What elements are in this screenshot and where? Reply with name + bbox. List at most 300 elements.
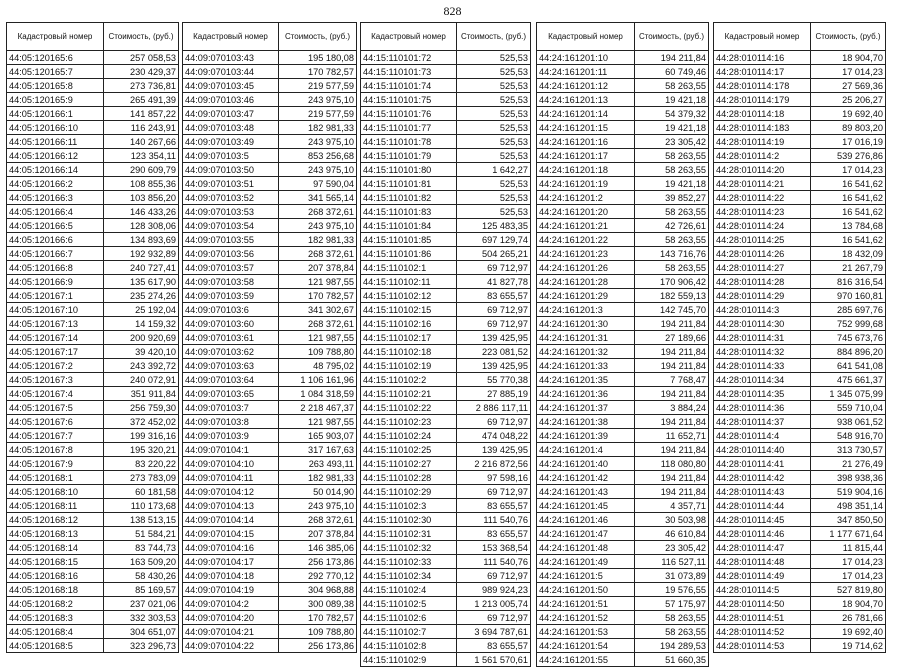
cost-cell: 257 058,53 [104, 51, 179, 65]
cadastral-number-cell: 44:15:110101:81 [361, 177, 457, 191]
table-row [183, 429, 357, 443]
table-row [361, 65, 531, 79]
cadastral-number-cell: 44:24:161201:37 [537, 401, 635, 415]
cadastral-number-cell: 44:05:120167:14 [7, 331, 104, 345]
table-row [714, 429, 886, 443]
cost-cell: 194 211,84 [635, 443, 709, 457]
cadastral-number-cell: 44:09:070103:8 [183, 415, 279, 429]
cadastral-number-cell: 44:05:120168:12 [7, 513, 104, 527]
table-row [183, 93, 357, 107]
cadastral-number-cell: 44:05:120165:8 [7, 79, 104, 93]
cadastral-number-cell: 44:15:110101:86 [361, 247, 457, 261]
cost-cell: 17 016,19 [811, 135, 886, 149]
table-row [714, 79, 886, 93]
table-row [361, 149, 531, 163]
cost-cell: 347 850,50 [811, 513, 886, 527]
table-row [537, 331, 709, 345]
cost-cell: 3 884,24 [635, 401, 709, 415]
cadastral-number-cell: 44:09:070104:15 [183, 527, 279, 541]
cadastral-table-1 [6, 22, 179, 653]
cost-cell: 58 263,55 [635, 611, 709, 625]
cadastral-number-cell: 44:09:070104:11 [183, 471, 279, 485]
table-row [361, 611, 531, 625]
cost-cell: 1 106 161,96 [279, 373, 357, 387]
cost-cell: 140 267,66 [104, 135, 179, 149]
cadastral-number-cell: 44:24:161201:21 [537, 219, 635, 233]
cadastral-number-cell: 44:05:120166:10 [7, 121, 104, 135]
table-row [361, 443, 531, 457]
table-row [537, 289, 709, 303]
table-row [361, 359, 531, 373]
cost-cell: 69 712,97 [457, 485, 531, 499]
cost-cell: 97 598,16 [457, 471, 531, 485]
table-row [537, 457, 709, 471]
table-row [183, 233, 357, 247]
cost-cell: 139 425,95 [457, 359, 531, 373]
cadastral-number-cell: 44:28:010114:42 [714, 471, 811, 485]
cadastral-number-cell: 44:24:161201:42 [537, 471, 635, 485]
table-row [714, 163, 886, 177]
table-row [714, 177, 886, 191]
cost-cell: 83 655,57 [457, 499, 531, 513]
cadastral-number-cell: 44:28:010114:32 [714, 345, 811, 359]
cadastral-number-cell: 44:24:161201:16 [537, 135, 635, 149]
cost-cell: 268 372,61 [279, 317, 357, 331]
cadastral-number-cell: 44:05:120168:11 [7, 499, 104, 513]
table-row [7, 471, 179, 485]
table-row [361, 331, 531, 345]
cost-cell: 200 920,69 [104, 331, 179, 345]
cadastral-number-cell: 44:28:010114:20 [714, 163, 811, 177]
cost-cell: 256 759,30 [104, 401, 179, 415]
cost-cell: 118 080,80 [635, 457, 709, 471]
cadastral-number-cell: 44:05:120167:10 [7, 303, 104, 317]
table-row [714, 569, 886, 583]
table-row [361, 499, 531, 513]
table-row [183, 275, 357, 289]
cadastral-number-cell: 44:28:010114:2 [714, 149, 811, 163]
cost-cell: 1 345 075,99 [811, 387, 886, 401]
table-row [537, 373, 709, 387]
cadastral-number-cell: 44:09:070103:43 [183, 51, 279, 65]
cadastral-number-cell: 44:15:110101:72 [361, 51, 457, 65]
cost-cell: 816 316,54 [811, 275, 886, 289]
cadastral-number-cell: 44:09:070103:57 [183, 261, 279, 275]
cadastral-number-cell: 44:28:010114:26 [714, 247, 811, 261]
table-row [714, 401, 886, 415]
cadastral-number-cell: 44:15:110101:82 [361, 191, 457, 205]
table-row [714, 275, 886, 289]
cost-cell: 16 541,62 [811, 233, 886, 247]
table-row [361, 163, 531, 177]
cost-cell: 194 211,84 [635, 471, 709, 485]
cadastral-number-cell: 44:24:161201:55 [537, 653, 635, 667]
cost-cell: 4 357,71 [635, 499, 709, 513]
cost-cell: 110 173,68 [104, 499, 179, 513]
cadastral-number-cell: 44:28:010114:17 [714, 65, 811, 79]
cost-cell: 474 048,22 [457, 429, 531, 443]
cost-cell: 182 981,33 [279, 121, 357, 135]
cost-cell: 111 540,76 [457, 555, 531, 569]
cadastral-number-cell: 44:24:161201:3 [537, 303, 635, 317]
cost-cell: 2 886 117,11 [457, 401, 531, 415]
cadastral-number-cell: 44:15:110102:21 [361, 387, 457, 401]
table-row [7, 163, 179, 177]
table-row [361, 79, 531, 93]
cost-cell: 41 827,78 [457, 275, 531, 289]
cost-cell: 23 305,42 [635, 541, 709, 555]
table-row [7, 429, 179, 443]
table-row [361, 205, 531, 219]
cost-cell: 194 211,84 [635, 345, 709, 359]
table-row [361, 583, 531, 597]
cost-cell: 170 782,57 [279, 65, 357, 79]
cost-cell: 30 503,98 [635, 513, 709, 527]
cadastral-number-cell: 44:15:110102:11 [361, 275, 457, 289]
header-cost: Стоимость, (руб.) [279, 23, 357, 51]
cadastral-number-cell: 44:09:070103:59 [183, 289, 279, 303]
table-row [714, 261, 886, 275]
cadastral-number-cell: 44:15:110102:25 [361, 443, 457, 457]
cadastral-number-cell: 44:28:010114:45 [714, 513, 811, 527]
table-row [537, 261, 709, 275]
table-row [183, 219, 357, 233]
cadastral-number-cell: 44:15:110102:8 [361, 639, 457, 653]
cadastral-number-cell: 44:28:010114:44 [714, 499, 811, 513]
cost-cell: 285 697,76 [811, 303, 886, 317]
cadastral-number-cell: 44:15:110102:5 [361, 597, 457, 611]
cost-cell: 240 727,41 [104, 261, 179, 275]
cadastral-number-cell: 44:15:110102:32 [361, 541, 457, 555]
cadastral-number-cell: 44:24:161201:29 [537, 289, 635, 303]
table-row [7, 373, 179, 387]
cost-cell: 69 712,97 [457, 303, 531, 317]
table-row [714, 317, 886, 331]
cost-cell: 21 267,79 [811, 261, 886, 275]
cadastral-number-cell: 44:09:070103:50 [183, 163, 279, 177]
cadastral-number-cell: 44:24:161201:13 [537, 93, 635, 107]
cost-cell: 243 975,10 [279, 135, 357, 149]
table-row [7, 65, 179, 79]
table-row [7, 401, 179, 415]
cost-cell: 504 265,21 [457, 247, 531, 261]
cost-cell: 19 692,40 [811, 107, 886, 121]
cadastral-number-cell: 44:28:010114:41 [714, 457, 811, 471]
cadastral-number-cell: 44:15:110101:80 [361, 163, 457, 177]
cost-cell: 268 372,61 [279, 513, 357, 527]
cadastral-number-cell: 44:05:120168:15 [7, 555, 104, 569]
cadastral-number-cell: 44:09:070104:10 [183, 457, 279, 471]
cost-cell: 273 783,09 [104, 471, 179, 485]
table-row [537, 653, 709, 667]
table-row [7, 51, 179, 65]
table-row [183, 261, 357, 275]
cost-cell: 69 712,97 [457, 415, 531, 429]
cost-cell: 194 211,84 [635, 317, 709, 331]
cost-cell: 341 565,14 [279, 191, 357, 205]
cost-cell: 265 491,39 [104, 93, 179, 107]
cost-cell: 372 452,02 [104, 415, 179, 429]
cost-cell: 39 852,27 [635, 191, 709, 205]
table-row [537, 359, 709, 373]
cadastral-number-cell: 44:24:161201:54 [537, 639, 635, 653]
table-row [7, 541, 179, 555]
table-header-row [714, 23, 886, 51]
cost-cell: 58 263,55 [635, 79, 709, 93]
cadastral-table-5 [713, 22, 886, 653]
cost-cell: 292 770,12 [279, 569, 357, 583]
cadastral-number-cell: 44:05:120168:16 [7, 569, 104, 583]
cadastral-number-cell: 44:28:010114:178 [714, 79, 811, 93]
table-row [7, 247, 179, 261]
table-row [361, 345, 531, 359]
cost-cell: 194 211,84 [635, 415, 709, 429]
table-row [714, 247, 886, 261]
cost-cell: 58 430,26 [104, 569, 179, 583]
cadastral-number-cell: 44:28:010114:5 [714, 583, 811, 597]
cadastral-number-cell: 44:09:070104:18 [183, 569, 279, 583]
table-row [7, 513, 179, 527]
cost-cell: 697 129,74 [457, 233, 531, 247]
header-cost: Стоимость, (руб.) [457, 23, 531, 51]
cadastral-number-cell: 44:05:120168:5 [7, 639, 104, 653]
cost-cell: 182 981,33 [279, 471, 357, 485]
cadastral-number-cell: 44:28:010114:183 [714, 121, 811, 135]
cost-cell: 135 617,90 [104, 275, 179, 289]
cost-cell: 14 159,32 [104, 317, 179, 331]
table-row [183, 541, 357, 555]
cadastral-number-cell: 44:28:010114:29 [714, 289, 811, 303]
table-row [7, 611, 179, 625]
table-row [7, 555, 179, 569]
header-cost: Стоимость, (руб.) [635, 23, 709, 51]
cadastral-number-cell: 44:15:110102:1 [361, 261, 457, 275]
cadastral-number-cell: 44:15:110101:75 [361, 93, 457, 107]
cost-cell: 58 263,55 [635, 261, 709, 275]
cost-cell: 69 712,97 [457, 317, 531, 331]
cost-cell: 21 276,49 [811, 457, 886, 471]
cadastral-number-cell: 44:24:161201:33 [537, 359, 635, 373]
cost-cell: 19 576,55 [635, 583, 709, 597]
cadastral-number-cell: 44:15:110102:4 [361, 583, 457, 597]
header-cadastral-number: Кадастровый номер [7, 23, 104, 51]
table-row [537, 485, 709, 499]
table-row [7, 261, 179, 275]
table-row [183, 611, 357, 625]
cost-cell: 26 781,66 [811, 611, 886, 625]
cost-cell: 332 303,53 [104, 611, 179, 625]
table-row [537, 443, 709, 457]
table-row [537, 401, 709, 415]
table-row [537, 79, 709, 93]
table-row [537, 219, 709, 233]
table-row [537, 191, 709, 205]
cost-cell: 51 584,21 [104, 527, 179, 541]
table-row [361, 457, 531, 471]
cadastral-number-cell: 44:09:070104:13 [183, 499, 279, 513]
cost-cell: 2 216 872,56 [457, 457, 531, 471]
table-row [714, 471, 886, 485]
cost-cell: 525,53 [457, 191, 531, 205]
cost-cell: 97 590,04 [279, 177, 357, 191]
cadastral-number-cell: 44:28:010114:52 [714, 625, 811, 639]
table-row [361, 191, 531, 205]
table-row [714, 205, 886, 219]
cadastral-number-cell: 44:05:120165:6 [7, 51, 104, 65]
cost-cell: 1 084 318,59 [279, 387, 357, 401]
cost-cell: 16 541,62 [811, 205, 886, 219]
table-row [537, 625, 709, 639]
cost-cell: 139 425,95 [457, 331, 531, 345]
cadastral-number-cell: 44:24:161201:23 [537, 247, 635, 261]
cadastral-number-cell: 44:24:161201:51 [537, 597, 635, 611]
table-row [714, 457, 886, 471]
table-row [183, 345, 357, 359]
cadastral-number-cell: 44:24:161201:2 [537, 191, 635, 205]
cadastral-number-cell: 44:05:120168:2 [7, 597, 104, 611]
cost-cell: 11 815,44 [811, 541, 886, 555]
table-row [361, 513, 531, 527]
cost-cell: 17 014,23 [811, 555, 886, 569]
cadastral-number-cell: 44:09:070103:53 [183, 205, 279, 219]
cost-cell: 853 256,68 [279, 149, 357, 163]
table-row [714, 191, 886, 205]
cadastral-number-cell: 44:28:010114:40 [714, 443, 811, 457]
cadastral-number-cell: 44:15:110102:28 [361, 471, 457, 485]
cost-cell: 19 421,18 [635, 93, 709, 107]
cost-cell: 194 211,84 [635, 51, 709, 65]
cadastral-number-cell: 44:24:161201:20 [537, 205, 635, 219]
cost-cell: 50 014,90 [279, 485, 357, 499]
table-row [183, 527, 357, 541]
cadastral-number-cell: 44:09:070103:46 [183, 93, 279, 107]
cost-cell: 58 263,55 [635, 149, 709, 163]
table-row [361, 527, 531, 541]
table-row [7, 107, 179, 121]
table-row [537, 541, 709, 555]
table-row [537, 135, 709, 149]
cost-cell: 194 211,84 [635, 387, 709, 401]
table-row [183, 317, 357, 331]
table-row [183, 387, 357, 401]
cost-cell: 83 655,57 [457, 527, 531, 541]
table-row [537, 583, 709, 597]
table-row [7, 93, 179, 107]
cost-cell: 525,53 [457, 149, 531, 163]
cost-cell: 525,53 [457, 93, 531, 107]
table-row [537, 471, 709, 485]
cadastral-number-cell: 44:05:120166:1 [7, 107, 104, 121]
cadastral-number-cell: 44:28:010114:34 [714, 373, 811, 387]
cost-cell: 235 274,26 [104, 289, 179, 303]
cadastral-number-cell: 44:09:070104:20 [183, 611, 279, 625]
table-row [714, 541, 886, 555]
cost-cell: 2 218 467,37 [279, 401, 357, 415]
cadastral-number-cell: 44:24:161201:26 [537, 261, 635, 275]
cost-cell: 85 169,57 [104, 583, 179, 597]
cadastral-number-cell: 44:09:070103:6 [183, 303, 279, 317]
cost-cell: 69 712,97 [457, 611, 531, 625]
table-row [361, 429, 531, 443]
cadastral-number-cell: 44:28:010114:43 [714, 485, 811, 499]
table-row [537, 177, 709, 191]
page-number: 828 [443, 4, 462, 18]
cadastral-number-cell: 44:28:010114:19 [714, 135, 811, 149]
cadastral-tables [6, 22, 898, 665]
table-row [7, 289, 179, 303]
table-row [714, 443, 886, 457]
table-row [361, 233, 531, 247]
cadastral-number-cell: 44:15:110101:73 [361, 65, 457, 79]
cost-cell: 317 167,63 [279, 443, 357, 457]
cadastral-number-cell: 44:09:070104:14 [183, 513, 279, 527]
cost-cell: 55 770,38 [457, 373, 531, 387]
table-row [7, 527, 179, 541]
cadastral-number-cell: 44:15:110101:78 [361, 135, 457, 149]
table-row [537, 51, 709, 65]
table-row [714, 107, 886, 121]
cadastral-number-cell: 44:05:120167:13 [7, 317, 104, 331]
cost-cell: 83 744,73 [104, 541, 179, 555]
cadastral-number-cell: 44:28:010114:18 [714, 107, 811, 121]
table-row [714, 485, 886, 499]
cost-cell: 194 289,53 [635, 639, 709, 653]
cadastral-number-cell: 44:09:070103:52 [183, 191, 279, 205]
cadastral-number-cell: 44:15:110102:3 [361, 499, 457, 513]
cadastral-table-3 [360, 22, 531, 667]
cadastral-number-cell: 44:15:110102:31 [361, 527, 457, 541]
cost-cell: 219 577,59 [279, 79, 357, 93]
header-cost: Стоимость, (руб.) [104, 23, 179, 51]
cost-cell: 525,53 [457, 51, 531, 65]
cost-cell: 48 795,02 [279, 359, 357, 373]
cadastral-number-cell: 44:28:010114:22 [714, 191, 811, 205]
cadastral-number-cell: 44:24:161201:15 [537, 121, 635, 135]
table-row [7, 331, 179, 345]
cadastral-number-cell: 44:09:070103:47 [183, 107, 279, 121]
table-row [361, 317, 531, 331]
cost-cell: 323 296,73 [104, 639, 179, 653]
cost-cell: 300 089,38 [279, 597, 357, 611]
header-cadastral-number: Кадастровый номер [361, 23, 457, 51]
table-row [361, 471, 531, 485]
cadastral-number-cell: 44:15:110101:77 [361, 121, 457, 135]
cadastral-number-cell: 44:09:070104:19 [183, 583, 279, 597]
table-row [7, 583, 179, 597]
cadastral-number-cell: 44:05:120168:10 [7, 485, 104, 499]
table-row [7, 233, 179, 247]
table-row [7, 135, 179, 149]
cost-cell: 23 305,42 [635, 135, 709, 149]
cadastral-number-cell: 44:09:070104:21 [183, 625, 279, 639]
cadastral-number-cell: 44:09:070103:48 [183, 121, 279, 135]
cadastral-number-cell: 44:15:110102:23 [361, 415, 457, 429]
cost-cell: 192 932,89 [104, 247, 179, 261]
cost-cell: 170 906,42 [635, 275, 709, 289]
table-row [7, 79, 179, 93]
table-row [183, 513, 357, 527]
table-row [361, 275, 531, 289]
table-row [361, 541, 531, 555]
cadastral-number-cell: 44:15:110102:9 [361, 653, 457, 667]
cadastral-number-cell: 44:05:120166:5 [7, 219, 104, 233]
cost-cell: 268 372,61 [279, 247, 357, 261]
cost-cell: 525,53 [457, 79, 531, 93]
cadastral-number-cell: 44:09:070103:54 [183, 219, 279, 233]
cost-cell: 83 220,22 [104, 457, 179, 471]
cost-cell: 83 655,57 [457, 289, 531, 303]
cost-cell: 341 302,67 [279, 303, 357, 317]
